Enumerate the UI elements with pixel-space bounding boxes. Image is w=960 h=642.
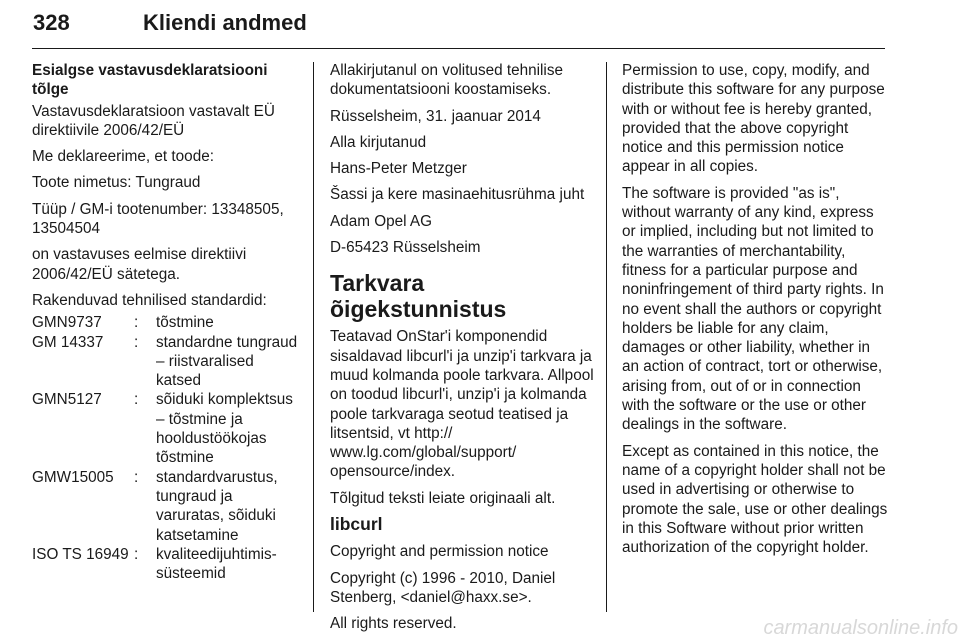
signed-by-label: Alla kirjutanud xyxy=(330,133,427,151)
signatory-position: Šassi ja kere masinaehitusrühma juht xyxy=(330,186,585,204)
page-number: 328 xyxy=(33,10,70,35)
software-notice: Teatavad OnStar'i komponendid sisaldavad libcurl'i ja unzip'i tarkvara ja muud kolmanda poole tarkvara. Allpool on toodud libcurl'i, unzip'i ja kolmanda poole tarkvaraga seotud teatised ja litsentsid, vt http:// www.lg.com/global/support/ opensource/index. xyxy=(330,328,594,481)
standard-colon: : xyxy=(134,468,139,486)
company-name: Adam Opel AG xyxy=(330,212,433,230)
rights-reserved: All rights reserved. xyxy=(330,615,457,633)
product-name: Toote nimetus: Tungraud xyxy=(32,174,201,192)
standard-description: kvaliteedijuhtimis-süsteemid xyxy=(156,545,277,583)
product-type: Tüüp / GM-i tootenumber: 13348505, 13504504 xyxy=(32,200,284,238)
standard-description: tõstmine xyxy=(156,314,214,332)
column-3 xyxy=(622,61,888,564)
page-title: Kliendi andmed xyxy=(143,10,307,35)
standard-code: GMN5127 xyxy=(32,391,102,409)
translation-note: Tõlgitud teksti leiate originaali alt. xyxy=(330,489,556,507)
standards-row xyxy=(32,313,302,332)
conformity-statement: on vastavuses eelmise direktiivi 2006/42/EÜ sätetega. xyxy=(32,246,247,283)
standard-colon: : xyxy=(134,391,139,409)
standards-row xyxy=(32,390,302,467)
license-name-usage: Except as contained in this notice, the name of a copyright holder shall not be used in advertising or otherwise to promote the sale, use or other dealings in this Software without prior written authorization of the copyright holder. xyxy=(622,442,888,557)
column-divider-1 xyxy=(313,62,314,612)
license-permission: Permission to use, copy, modify, and distribute this software for any purpose with or without fee is hereby granted, provided that the above copyright notice and this permission notice appear in all copies. xyxy=(622,62,885,176)
standard-code: GM 14337 xyxy=(32,333,104,351)
column-divider-2 xyxy=(606,62,607,612)
signatory-name: Hans-Peter Metzger xyxy=(330,160,467,178)
software-section-heading: Tarkvara õigekstunnistus xyxy=(330,270,507,323)
declaration-heading: Esialgse vastavusdeklaratsiooni tõlge xyxy=(32,62,268,99)
standards-row xyxy=(32,468,302,545)
declaration-directive: Vastavusdeklaratsioon vastavalt EÜ direktiivile 2006/42/EÜ xyxy=(32,102,275,139)
standards-intro: Rakenduvad tehnilised standardid: xyxy=(32,291,267,309)
copyright-line: Copyright (c) 1996 - 2010, Daniel Stenberg, <daniel@haxx.se>. xyxy=(330,569,556,606)
license-warranty: The software is provided "as is", without warranty of any kind, express or implied, including but not limited to the warranties of merchantability, fitness for a particular purpose and noninfringement of third party rights. In no event shall the authors or copyright holders be liable for any claim, damages or other liability, whether in an action of contract, tort or otherwise, arising from, out of or in connection with the software or the use or other dealings in the software. xyxy=(622,184,884,434)
header-rule xyxy=(32,48,885,49)
standards-table xyxy=(32,313,302,583)
standard-code: GMW15005 xyxy=(32,468,114,486)
declaration-statement: Me deklareerime, et toode: xyxy=(32,148,214,166)
standard-code: ISO TS 16949 xyxy=(32,545,129,563)
watermark: carmanualsonline.info xyxy=(763,617,958,639)
authorization-statement: Allakirjutanul on volitused tehnilise dokumentatsiooni koostamiseks. xyxy=(330,62,563,99)
standards-row xyxy=(32,333,302,391)
copyright-title: Copyright and permission notice xyxy=(330,543,549,561)
libcurl-heading: libcurl xyxy=(330,514,383,535)
standard-colon: : xyxy=(134,333,139,351)
company-address: D-65423 Rüsselsheim xyxy=(330,239,481,257)
standard-colon: : xyxy=(134,545,139,563)
page-header xyxy=(32,0,888,50)
column-1 xyxy=(32,61,302,583)
standard-colon: : xyxy=(134,314,139,332)
standard-description: sõiduki komplektsus – tõstmine ja hooldustöökojas tõstmine xyxy=(156,391,293,467)
standard-description: standardvarustus, tungraud ja varuratas, sõiduki katsetamine xyxy=(156,468,278,544)
standards-row xyxy=(32,545,302,584)
column-2 xyxy=(330,61,598,641)
standard-code: GMN9737 xyxy=(32,314,102,332)
standard-description: standardne tungraud – riistvaralised katsed xyxy=(156,333,298,390)
signature-place-date: Rüsselsheim, 31. jaanuar 2014 xyxy=(330,107,541,125)
